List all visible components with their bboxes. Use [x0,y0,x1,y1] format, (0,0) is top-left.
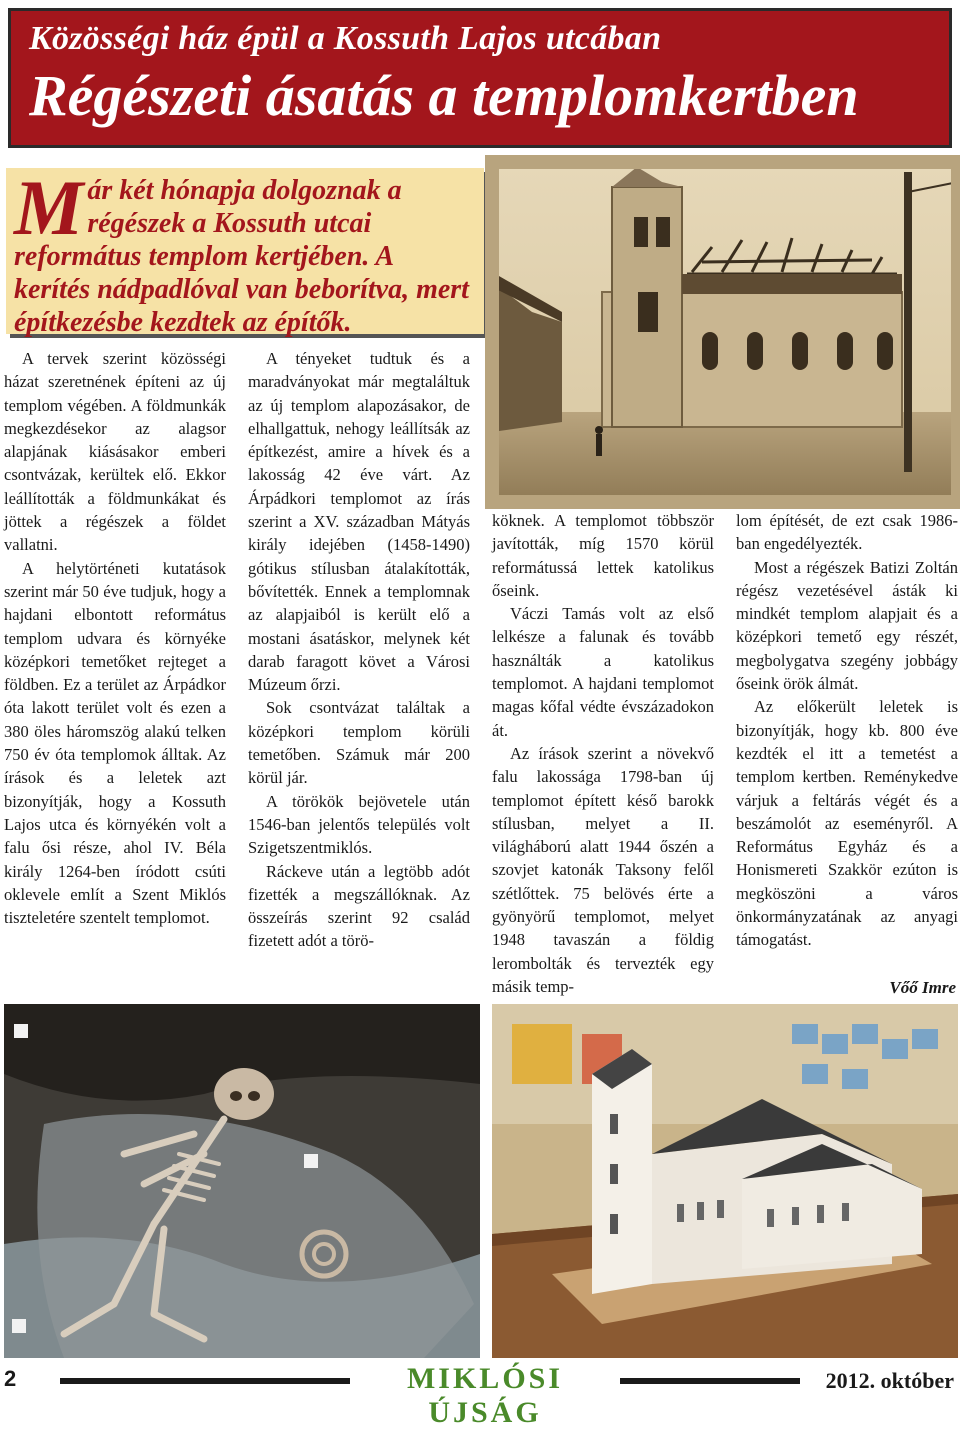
headline: Régészeti ásatás a templomkertben [29,63,859,128]
paragraph: A tényeket tudtuk és a maradványokat már megtaláltuk az új templom alapozásakor, de elhallgattuk, nehogy leállítsák az építkezést, amire a hívek és a lakosság 42 éve várt. Az Árpádkori templomot az írás szerint a XV. században Mátyás király idejében (1458-1490) gótikus stílusban átalakították, bővítették. Ennek a templomnak az alapjaiból is került elő a mostani ásatáskor, melynek két darab faragott követ a Városi Múzeum őrzi. [248,349,470,695]
author-byline: Vőő Imre [889,978,956,997]
ruined-church-photo [492,162,958,502]
subheadline: Közösségi ház épül a Kossuth Lajos utcában [29,20,662,57]
text-column-1 [4,347,226,929]
skeleton-illustration [4,1004,480,1358]
ruined-church-illustration [492,162,958,502]
text-column-2 [248,347,470,953]
masthead: MIKLÓSI ÚJSÁG [406,1362,564,1429]
page-footer [0,1362,960,1429]
lead-text: ár két hónapja dolgoznak a régészek a Kossuth utcai református templom kertjében. A kerítés nádpadlóval van beborítva, mert építkezésbe kezdtek az építők. [14,175,469,338]
paragraph: Ráckeve után a legtöbb adót fizették a megszállóknak. Az összeírás szerint 92 család fizetett adót a törö- [248,861,470,951]
paragraph: A törökök bejövetele után 1546-ban jelentős település volt Szigetszentmiklós. [248,791,470,858]
paragraph: Az előkerült leletek is bizonyítják, hogy kb. 800 éve kezdték el itt a temetést a templom kertben. Reménykedve várjuk a feltárás végét és a beszámolót az eseményről. A Református Egyház és a Honismereti Szakkör ezúton is megköszöni a város önkormányzatának az anyagi támogatást. [736,697,958,950]
issue-date: 2012. október [825,1368,954,1393]
page-number: 2 [4,1366,17,1391]
paragraph: köknek. A templomot többször javították, míg 1570 körül reformátussá lettek katolikus őseink. [492,511,714,600]
text-column-3 [492,509,714,998]
drop-cap: M [14,164,84,251]
paragraph: Az írások szerint a növekvő falu lakossága 1798-ban új templomot épített késő barokk stílusban, melyet a II. világháború alatt 1944 őszén a szovjet katonák Taksony felől szétlőttek. 75 belövés érte a gyönyörű templomot, melyet 1948 tavaszán a földig lerombolták és tervezték egy másik temp- [492,743,714,996]
paragraph: Sok csontvázat találtak a középkori templom körüli temetőben. Számuk már 200 körül jár. [248,698,470,788]
church-model-photo [492,1004,958,1358]
lead-box [6,164,484,338]
text-column-4 [736,509,958,952]
church-model-illustration [492,1004,958,1358]
paragraph: A helytörténeti kutatások szerint már 50 éve tudjuk, hogy a hajdani elbontott református templom udvara és környéke középkori temetőket rejteget a földben. Ez a terület az Árpádkor óta lakott terület volt és ezen a 380 öles háromszög alakú telken 750 év óta templomok álltak. Az írások és a leletek azt bizonyítják, hogy a Kossuth Lajos utca és környékén volt a falu ősi része, ahol IV. Béla király 1264-ben íródott csúti oklevele említ a Szent Miklós tiszteletére szentelt templomot. [4,558,226,928]
paragraph: Váczi Tamás volt az első lelkésze a falunak és tovább használták a katolikus templomot. A hajdani templomot magas kőfal védte évszázadokon át. [492,604,714,740]
paragraph: A tervek szerint közösségi házat szeretnének építeni az új templom végében. A földmunkák megkezdésekor az alagsor alapjának kiásásakor emberi csontvázak, kerültek elő. Ekkor leállították a földmunkákat és jöttek a régészek a földet vallatni. [4,349,226,555]
excavation-skeleton-photo [4,1004,480,1358]
footer-rule-right [620,1378,800,1384]
footer-rule-left [60,1378,350,1384]
headline-banner [8,8,952,148]
paragraph: Most a régészek Batizi Zoltán régész vezetésével ásták ki mindkét templom alapjait és a középkori temető egy részét, megbolygatva szegény jobbágy őseink örök álmát. [736,557,958,694]
paragraph: lom építését, de ezt csak 1986-ban engedélyezték. [736,511,958,554]
